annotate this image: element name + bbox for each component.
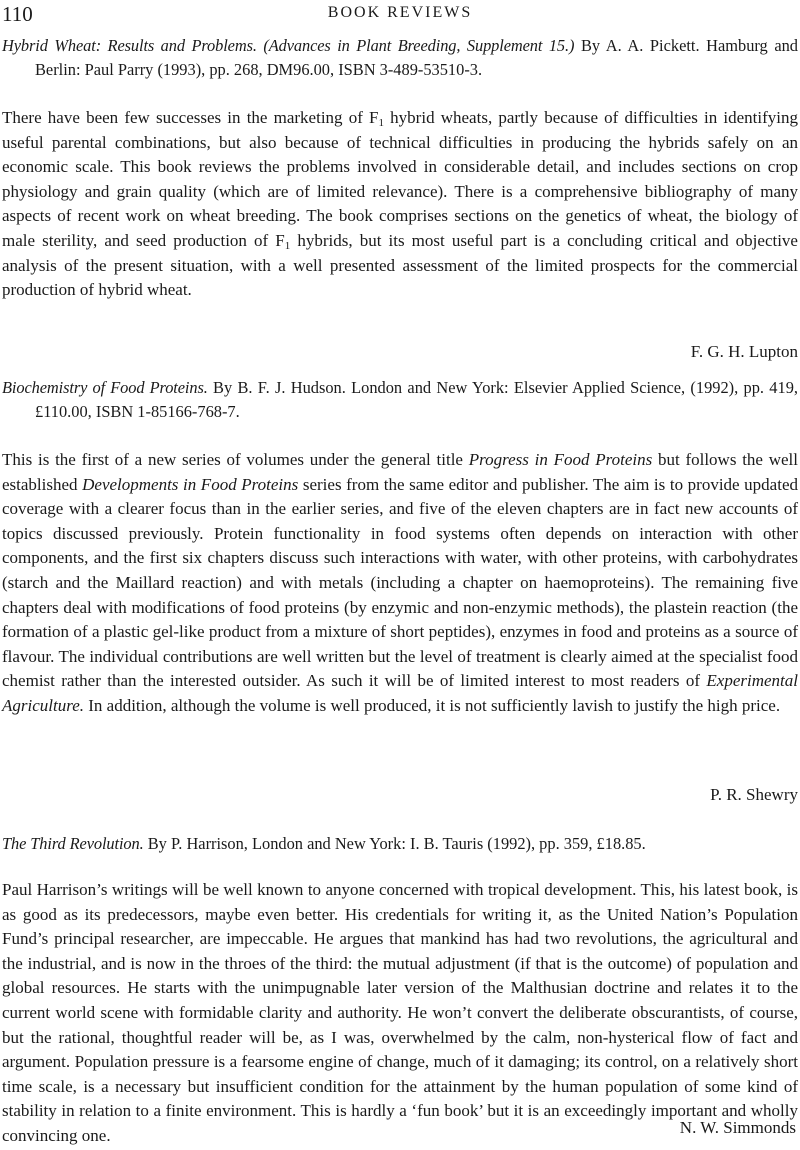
book-citation [2,34,798,82]
book-citation [2,832,798,856]
page-header [2,0,798,28]
page-number: 110 [2,2,33,26]
review-body: There have been few successes in the marketing of $F_1$ hybrid wheats, partly because of difficulties in identifying useful parental combinations, but also because of technical difficulties in producing the hybrids safely on an economic scale. This book reviews the problems involved in considerable detail, and includes sections on crop physiology and grain quality (which are of limited relevance). There is a comprehensive bibliography of many aspects of recent work on wheat breeding. The book comprises sections on the genetics of wheat, the biology of male sterility, and seed production of $F_1$ hybrids, but its most useful part is a concluding critical and objective analysis of the present situation, with a well presented assessment of the limited prospects for the commercial production of hybrid wheat. [2,108,798,300]
book-details: By B. F. J. Hudson. London and New York: Elsevier Applied Science, (1992), pp. 419, £110.00, ISBN 1-85166-768-7. [35,378,798,421]
book-title: Biochemistry of Food Proteins. [2,378,208,397]
review-third-revolution [2,832,798,1149]
book-title: Hybrid Wheat: Results and Problems. (Advances in Plant Breeding, Supplement 15.) [2,36,575,55]
reviewer-name: N. W. Simmonds [679,1118,796,1137]
reviewer-name: P. R. Shewry [710,785,798,804]
running-title: BOOK REVIEWS [327,4,473,21]
review-body: This is the first of a new series of volumes under the general title Progress in Food Proteins but follows the well established Developments in Food Proteins series from the same editor and publisher. The aim is to provide updated coverage with a clearer focus than in the earlier series, and five of the eleven chapters are in fact new accounts of topics discussed previously. Protein functionality in food systems often depends on interaction with other components, and the first six chapters discuss such interactions with water, with other proteins, with carbohydrates (starch and the Maillard reaction) and with metals (including a chapter on haemoproteins). The remaining five chapters deal with modifications of food proteins (by enzymic and non-enzymic methods), the plastein reaction (the formation of a plastic gel-like product from a mixture of short peptides), enzymes in food and proteins as a source of flavour. The individual contributions are well written but the level of treatment is clearly aimed at the specialist food chemist rather than the interested outsider. As such it will be of limited interest to most readers of Experimental Agriculture. In addition, although the volume is well produced, it is not sufficiently lavish to justify the high price. [2,450,798,715]
reviewer-name: F. G. H. Lupton [690,342,798,361]
book-details: By P. Harrison, London and New York: I. B. Tauris (1992), pp. 359, £18.85. [147,834,646,853]
book-citation [2,376,798,424]
review-hybrid-wheat [2,34,798,303]
book-details: By A. A. Pickett. Hamburg and Berlin: Paul Parry (1993), pp. 268, DM96.00, ISBN 3-489-53510-3. [35,36,798,79]
review-body: Paul Harrison’s writings will be well known to anyone concerned with tropical development. This, his latest book, is as good as its predecessors, maybe even better. His credentials for writing it, as the United Nation’s Population Fund’s principal researcher, are impeccable. He argues that mankind has had two revolutions, the agricultural and the industrial, and is now in the throes of the third: the mutual adjustment (if that is the outcome) of population and global resources. He starts with the unimpugnable later version of the Malthusian doctrine and relates it to the current world scene with formidable clarity and authority. He won’t convert the deliberate obscurantists, of course, but the rational, thoughtful reader will be, as I was, overwhelmed by the calm, non-hysterical flow of fact and argument. Population pressure is a fearsome engine of change, much of it damaging; its control, on a relatively short time scale, is a necessary but insufficient condition for the attainment by the human population of some kind of stability in relation to a finite environment. This is hardly a ‘fun book’ but it is an exceedingly important and wholly convincing one. [2,880,798,1145]
book-title: The Third Revolution. [2,834,144,853]
review-food-proteins [2,376,798,719]
